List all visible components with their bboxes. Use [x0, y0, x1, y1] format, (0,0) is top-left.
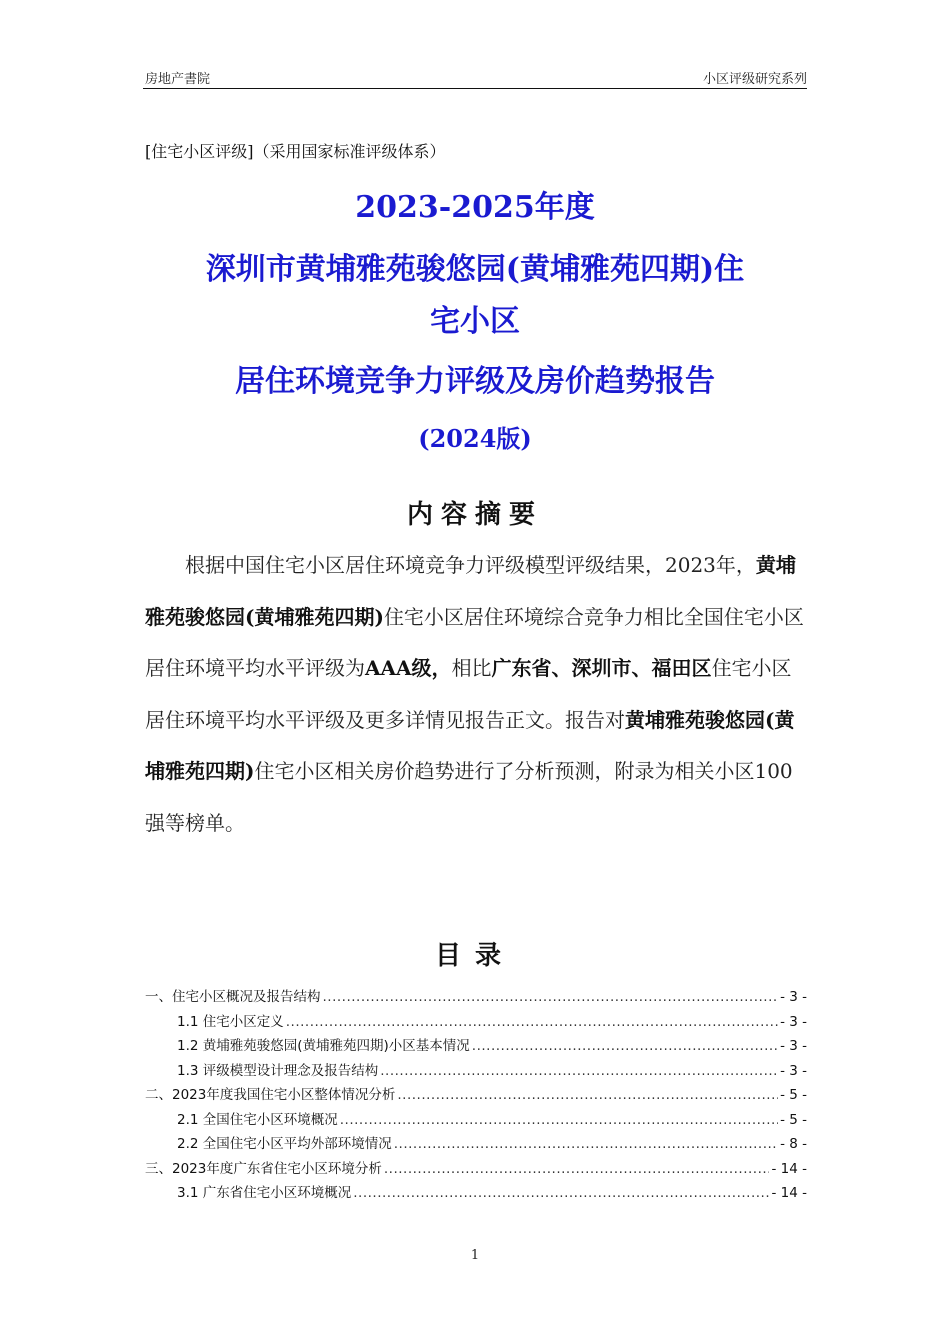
abstract-text-2: 住宅小区居住环境综合竞争力相比全国住宅小区居住环境平均水平评级为	[145, 604, 804, 680]
header-right-text: 小区评级研究系列	[702, 72, 807, 87]
page-number: 1	[470, 1248, 480, 1263]
toc-entry[interactable]: 1.2 黄埔雅苑骏悠园(黄埔雅苑四期)小区基本情况 ..... - 3 -	[145, 1034, 807, 1059]
abstract-text-5: 住宅小区相关房价趋势进行了分析预测，附录为相关小区100强等榜单。	[145, 759, 793, 835]
table-of-contents	[145, 985, 807, 1206]
abstract-text-4: 住宅小区居住环境平均水平评级及更多详情见报告正文。报告对	[145, 656, 792, 732]
toc-entry[interactable]: 1.3 评级模型设计理念及报告结构 ..... - 3 -	[145, 1059, 807, 1084]
abstract-bold-4: 黄埔雅苑骏悠园(黄埔雅苑四期)	[145, 707, 795, 783]
toc-entry[interactable]: 2.1 全国住宅小区环境概况 ..... - 5 -	[145, 1108, 807, 1133]
title-line-4: 居住环境竞争力评级及房价趋势报告	[235, 364, 715, 399]
title-line-1: 2023-2025年度	[355, 190, 595, 225]
abstract-bold-2: AAA级，	[365, 656, 452, 680]
toc-entry[interactable]: 3.1 广东省住宅小区环境概况 ..... - 14 -	[145, 1181, 807, 1206]
toc-entry[interactable]: 一、住宅小区概况及报告结构 ..... - 3 -	[145, 985, 807, 1010]
header-rule	[143, 88, 807, 89]
abstract-heading: 内容摘要	[406, 500, 543, 530]
abstract-bold-3: 广东省、深圳市、福田区	[491, 656, 712, 680]
toc-entry[interactable]: 二、2023年度我国住宅小区整体情况分析 ..... - 5 -	[145, 1083, 807, 1108]
report-tag: [住宅小区评级]（采用国家标准评级体系）	[145, 142, 446, 161]
toc-entry[interactable]: 1.1 住宅小区定义 ..... - 3 -	[145, 1010, 807, 1035]
header-left-text: 房地产書院	[145, 72, 211, 87]
toc-entry[interactable]: 2.2 全国住宅小区平均外部环境情况 ..... - 8 -	[145, 1132, 807, 1157]
abstract-text-3: 相比	[451, 656, 492, 680]
toc-heading: 目录	[434, 941, 515, 971]
title-line-3: 宅小区	[430, 304, 520, 339]
abstract-bold-1: 黄埔雅苑骏悠园(黄埔雅苑四期)	[145, 553, 796, 629]
abstract-paragraph	[145, 540, 809, 849]
abstract-text-1: 根据中国住宅小区居住环境竞争力评级模型评级结果，2023年，	[185, 553, 756, 577]
title-edition: (2024版)	[418, 424, 532, 453]
toc-entry[interactable]: 三、2023年度广东省住宅小区环境分析 ..... - 14 -	[145, 1157, 807, 1182]
title-line-2: 深圳市黄埔雅苑骏悠园(黄埔雅苑四期)住	[205, 252, 745, 287]
